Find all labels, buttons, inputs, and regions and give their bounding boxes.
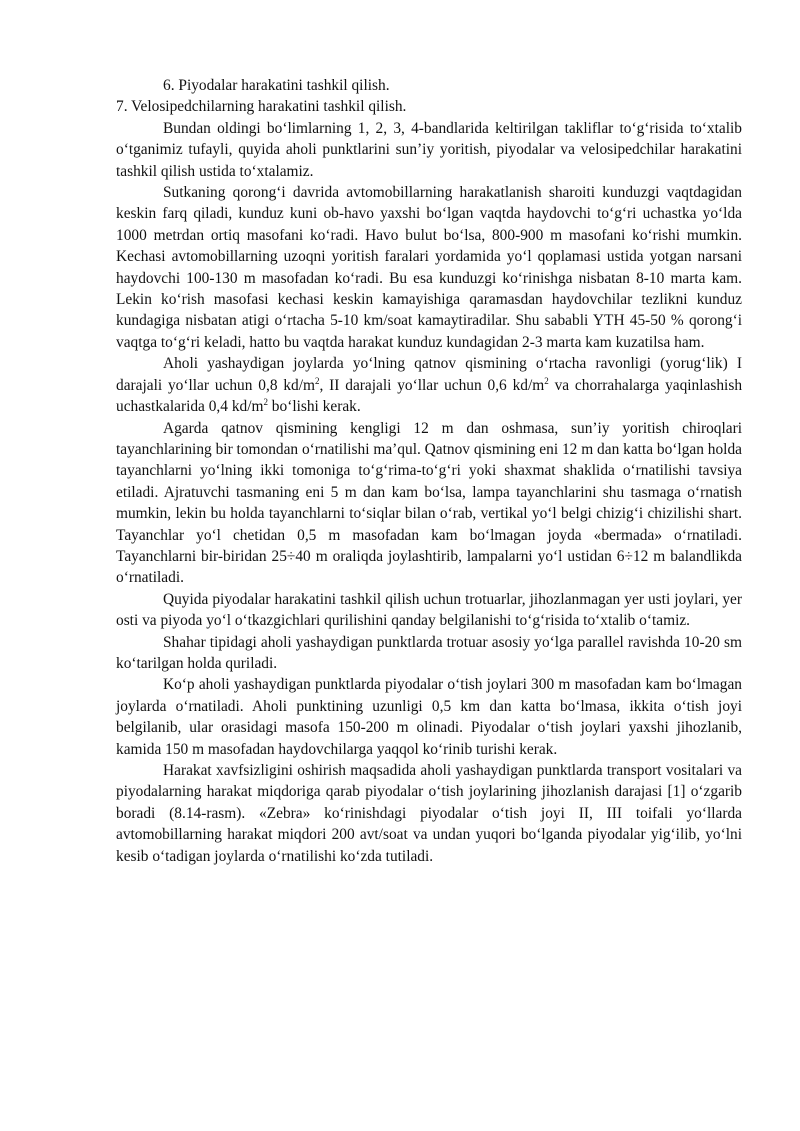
luminance-text-a: Aholi yashaydigan joylarda yo‘lning qatnov qismining o‘rtacha ravonligi (yorug‘lik) I darajali yo‘llar uchun 0,8 kd/m <box>116 355 742 394</box>
paragraph-pedestrian-intro: Quyida piyodalar harakatini tashkil qilish uchun trotuarlar, jihozlanmagan yer usti joylari, yer osti va piyoda yo‘l o‘tkazgichlari qurilishini qanday belgilanishi to‘g‘risida to‘xtalib o‘tamiz. <box>116 590 742 630</box>
paragraph-crossings: Ko‘p aholi yashaydigan punktlarda piyodalar o‘tish joylari 300 m masofadan kam bo‘lmagan joylarda o‘rnatiladi. Aholi punktining uzunligi 0,5 km dan katta bo‘lmasa, ikkita o‘tish joyi belgilanib, ular orasidagi masofa 150-200 m olinadi. Piyodalar o‘tish joylari yaxshi jihozlanib, kamida 150 m masofadan haydovchilarga yaqqol ko‘rinib turishi kerak. <box>116 676 742 758</box>
paragraph-lighting-supports: Agarda qatnov qismining kengligi 12 m dan oshmasa, sun’iy yoritish chiroqlari tayanchlarining bir tomondan o‘rnatilishi ma’qul. Qatnov qismining eni 12 m dan katta bo‘lgan holda tayanchlarni yo‘lning ikki tomoniga to‘g‘rima-to‘g‘ri yoki shaxmat shaklida o‘rnatilishi tavsiya etiladi. Ajratuvchi tasmaning eni 5 m dan kam bo‘lsa, lampa tayanchlarini shu tasmaga o‘rnatish mumkin, lekin bu holda tayanchlarni to‘siqlar bilan o‘rab, vertikal yo‘l belgi chizig‘i chizilishi shart. Tayanchlar yo‘l chetidan 0,5 m masofadan kam bo‘lmagan joyda «bermada» o‘rnatiladi. Tayanchlarni bir-biridan 25÷40 m oraliqda joylashtirib, lampalarni yo‘l ustidan 6÷12 m balandlikda o‘rnatiladi. <box>116 419 742 587</box>
list-item-7: 7. Velosipedchilarning harakatini tashkil qilish. <box>116 98 407 116</box>
list-item-6: 6. Piyodalar harakatini tashkil qilish. <box>163 77 390 94</box>
luminance-text-d: bo‘lishi kerak. <box>267 398 361 416</box>
paragraph-sidewalk: Shahar tipidagi aholi yashaydigan punktlarda trotuar asosiy yo‘lga parallel ravishda 10-20 sm ko‘tarilgan holda quriladi. <box>116 633 742 672</box>
luminance-text-c: va chorrahalarga yaqinlashish uchastkalarida 0,4 kd/m <box>116 376 743 416</box>
superscript-2: 2 <box>544 375 549 386</box>
superscript-2: 2 <box>314 375 320 386</box>
document-page <box>116 75 742 867</box>
paragraph-intro: Bundan oldingi bo‘limlarning 1, 2, 3, 4-bandlarida keltirilgan takliflar to‘g‘risida to‘xtalib o‘tganimiz tufayli, quyida aholi punktlarini sun’iy yoritish, piyodalar va velosipedchilar harakatini tashkil qilish ustida to‘xtalamiz. <box>116 119 742 180</box>
paragraph-zebra: Harakat xavfsizligini oshirish maqsadida aholi yashaydigan punktlarda transport vositalari va piyodalarning harakat miqdoriga qarab piyodalar o‘tish joylarining jihozlanish darajasi [1] o‘zgarib boradi (8.14-rasm). «Zebra» ko‘rinishdagi piyodalar o‘tish joyi II, III toifali yo‘llarda avtomobillarning harakat miqdori 200 avt/soat va undan yuqori bo‘lganda piyodalar yig‘ilib, yo‘lni kesib o‘tadigan joylarda o‘rnatilishi ko‘zda tutiladi. <box>116 762 742 865</box>
luminance-text-b: , II darajali yo‘llar uchun 0,6 kd/m <box>319 376 545 394</box>
paragraph-luminance-norms <box>116 353 742 417</box>
superscript-2: 2 <box>263 397 268 408</box>
paragraph-night-visibility: Sutkaning qorong‘i davrida avtomobillarning harakatlanish sharoiti kunduzgi vaqtdagidan keskin farq qiladi, kunduz kuni ob-havo yaxshi bo‘lgan vaqtda haydovchi to‘g‘ri uchastka yo‘lda 1000 metrdan ortiq masofani ko‘radi. Havo bulut bo‘lsa, 800-900 m masofani ko‘rishi mumkin. Kechasi avtomobillarning uzoqni yoritish faralari yordamida yo‘l qoplamasi ustida yotgan narsani haydovchi 100-130 m masofadan ko‘radi. Bu esa kunduzgi ko‘rinishga nisbatan 8-10 marta kam. Lekin ko‘rish masofasi kechasi keskin kamayishiga qaramasdan haydovchilar tezlikni kunduz kundagiga nisbatan atigi o‘rtacha 5-10 km/soat kamaytiradilar. Shu sababli YTH 45-50 % qorong‘i vaqtga to‘g‘ri keladi, hatto bu vaqtda harakat kunduz kundagidan 2-3 marta kam kuzatilsa ham. <box>116 184 742 351</box>
